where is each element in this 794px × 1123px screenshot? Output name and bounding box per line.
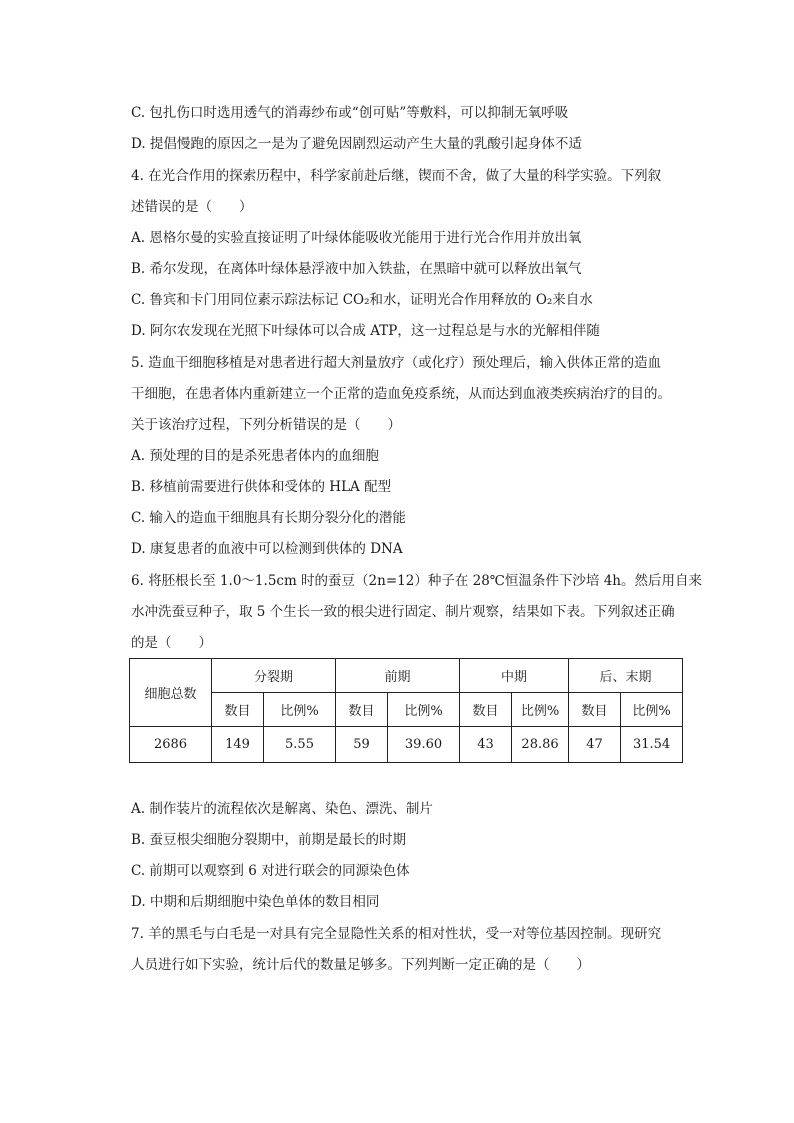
question-4-stem-line1: 4. 在光合作用的探索历程中，科学家前赴后继，锲而不舍，做了大量的科学实验。下列叙 xyxy=(131,168,662,184)
table-subheader-count: 数目 xyxy=(460,693,512,727)
table-cell-prophase-ratio: 39.60 xyxy=(388,727,460,763)
question-4-stem-line2: 述错误的是（ ） xyxy=(131,199,253,215)
question-6-stem-line3: 的是（ ） xyxy=(131,635,212,651)
cell-division-table xyxy=(129,658,683,763)
table-cell-division-count: 149 xyxy=(212,727,264,763)
question-5-stem-line2: 干细胞，在患者体内重新建立一个正常的造血免疫系统，从而达到血液类疾病治疗的目的。 xyxy=(131,386,671,402)
option-4c: C. 鲁宾和卡门用同位素示踪法标记 CO₂和水，证明光合作用释放的 O₂来自水 xyxy=(131,292,593,308)
option-6c: C. 前期可以观察到 6 对进行联会的同源染色体 xyxy=(131,863,410,879)
table-cell-metaphase-ratio: 28.86 xyxy=(512,727,569,763)
question-7-stem-line2: 人员进行如下实验，统计后代的数量足够多。下列判断一定正确的是（ ） xyxy=(131,957,590,973)
table-header-total: 细胞总数 xyxy=(130,659,212,727)
table-cell-anaphase-ratio: 31.54 xyxy=(621,727,683,763)
option-3d: D. 提倡慢跑的原因之一是为了避免因剧烈运动产生大量的乳酸引起身体不适 xyxy=(131,136,582,152)
table-cell-anaphase-count: 47 xyxy=(569,727,621,763)
question-6-stem-line1: 6. 将胚根长至 1.0～1.5cm 时的蚕豆（2n=12）种子在 28℃恒温条件下沙培 4h。然后用自来 xyxy=(131,573,702,589)
table-subheader-ratio: 比例% xyxy=(512,693,569,727)
question-5-stem-line3: 关于该治疗过程，下列分析错误的是（ ） xyxy=(131,417,401,433)
table-header-metaphase: 中期 xyxy=(460,659,569,693)
option-4b: B. 希尔发现，在离体叶绿体悬浮液中加入铁盐，在黑暗中就可以释放出氧气 xyxy=(131,261,582,277)
question-6-stem-line2: 水冲洗蚕豆种子，取 5 个生长一致的根尖进行固定、制片观察，结果如下表。下列叙述正确 xyxy=(131,604,675,620)
table-subheader-count: 数目 xyxy=(569,693,621,727)
table-cell-division-ratio: 5.55 xyxy=(264,727,336,763)
option-6d: D. 中期和后期细胞中染色单体的数目相同 xyxy=(131,894,380,910)
option-6b: B. 蚕豆根尖细胞分裂期中，前期是最长的时期 xyxy=(131,832,407,848)
table-subheader-count: 数目 xyxy=(336,693,388,727)
table-header-anaphase-telophase: 后、末期 xyxy=(569,659,683,693)
option-5a: A. 预处理的目的是杀死患者体内的血细胞 xyxy=(131,448,379,464)
question-7-stem-line1: 7. 羊的黑毛与白毛是一对具有完全显隐性关系的相对性状，受一对等位基因控制。现研究 xyxy=(131,926,662,942)
table-subheader-ratio: 比例% xyxy=(388,693,460,727)
table-header-division: 分裂期 xyxy=(212,659,336,693)
table-subheader-ratio: 比例% xyxy=(264,693,336,727)
option-4d: D. 阿尔农发现在光照下叶绿体可以合成 ATP，这一过程总是与水的光解相伴随 xyxy=(131,323,600,339)
table-header-prophase: 前期 xyxy=(336,659,460,693)
option-4a: A. 恩格尔曼的实验直接证明了叶绿体能吸收光能用于进行光合作用并放出氧 xyxy=(131,230,582,246)
table-subheader-ratio: 比例% xyxy=(621,693,683,727)
option-5d: D. 康复患者的血液中可以检测到供体的 DNA xyxy=(131,541,403,557)
table-row xyxy=(130,727,683,763)
option-3c: C. 包扎伤口时选用透气的消毒纱布或“创可贴”等敷料，可以抑制无氧呼吸 xyxy=(131,105,569,121)
table-cell-total: 2686 xyxy=(130,727,212,763)
option-5c: C. 输入的造血干细胞具有长期分裂分化的潜能 xyxy=(131,510,406,526)
option-6a: A. 制作装片的流程依次是解离、染色、漂洗、制片 xyxy=(131,801,433,817)
option-5b: B. 移植前需要进行供体和受体的 HLA 配型 xyxy=(131,479,392,495)
table-cell-metaphase-count: 43 xyxy=(460,727,512,763)
table-cell-prophase-count: 59 xyxy=(336,727,388,763)
table-subheader-count: 数目 xyxy=(212,693,264,727)
question-5-stem-line1: 5. 造血干细胞移植是对患者进行超大剂量放疗（或化疗）预处理后，输入供体正常的造血 xyxy=(131,355,662,371)
